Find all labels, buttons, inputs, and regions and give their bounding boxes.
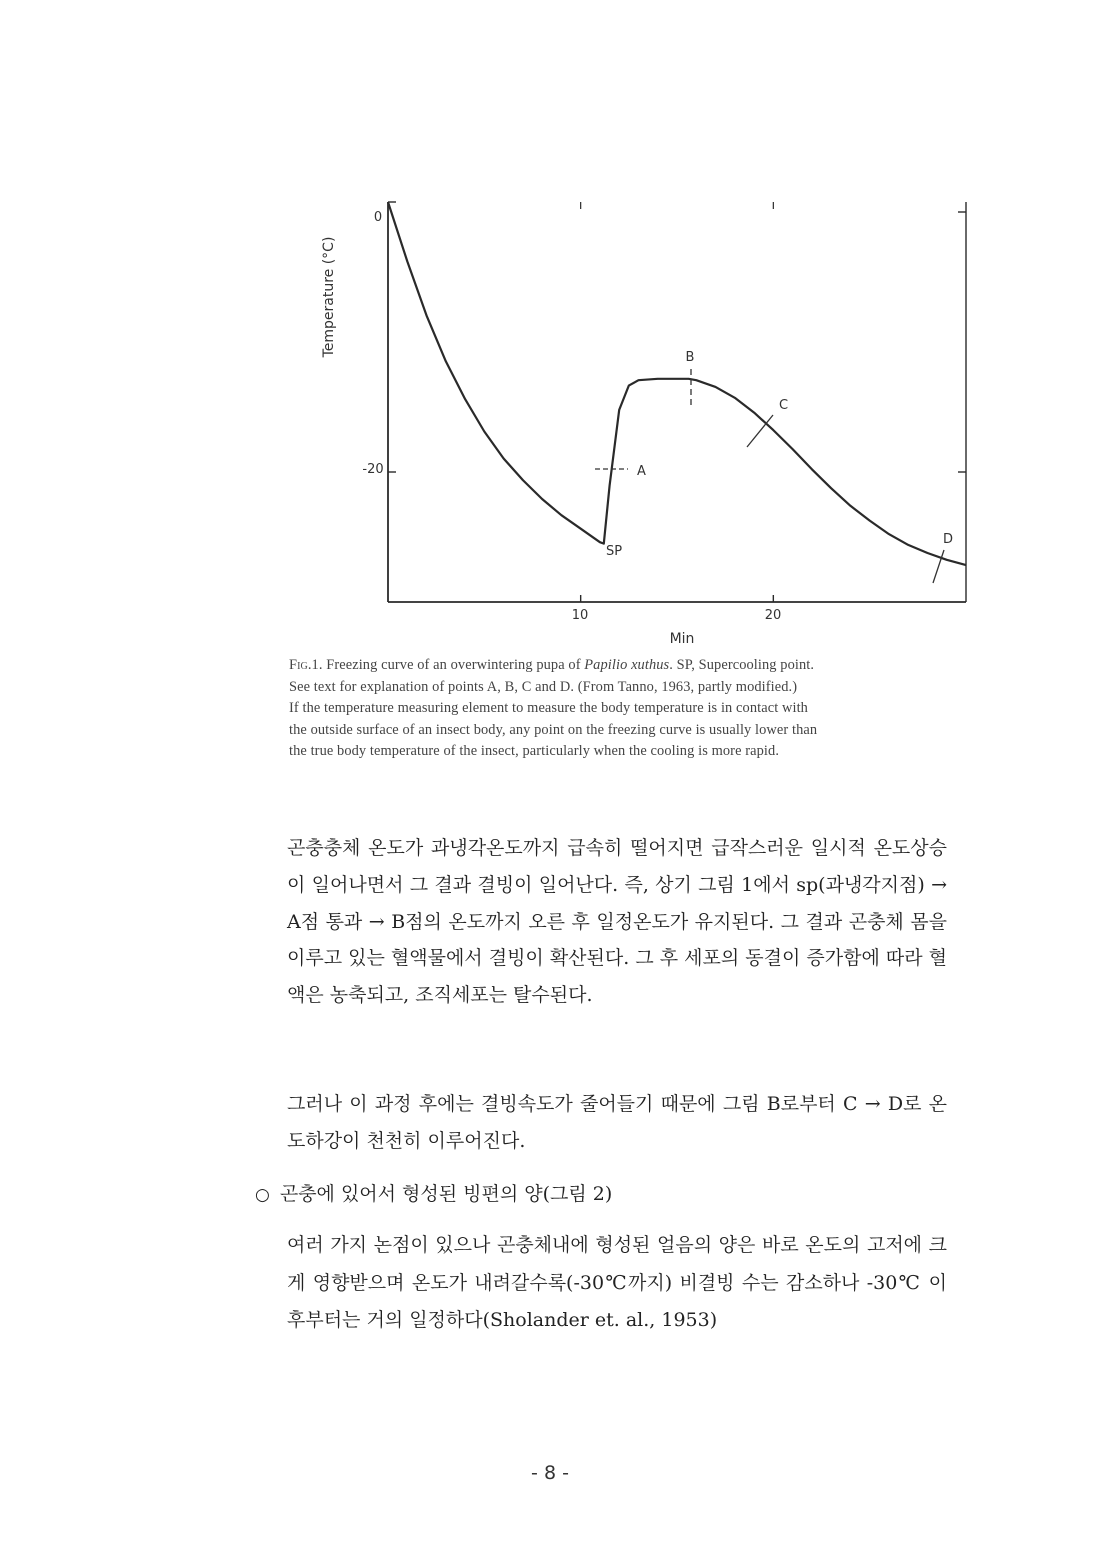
page-number: - 8 - xyxy=(531,1462,569,1484)
point-A-marker xyxy=(595,464,646,479)
x-tick-label-20: 20 xyxy=(764,608,782,623)
bullet-heading xyxy=(255,1176,612,1214)
figure-caption-line3: If the temperature measuring element to measure the body temperature is in contact with xyxy=(289,700,808,716)
x-tick-label-10: 10 xyxy=(571,608,589,623)
figure-caption-line2: See text for explanation of points A, B, C and D. (From Tanno, 1963, partly modified.) xyxy=(289,678,798,695)
figure-caption-species: Papilio xuthus xyxy=(584,657,670,673)
freezing-curve-line xyxy=(388,202,966,565)
point-B-label: B xyxy=(685,350,695,365)
body-paragraph-1: 곤충충체 온도가 과냉각온도까지 급속히 떨어지면 급작스러운 일시적 온도상승이 일어나면서 그 결과 결빙이 일어난다. 즉, 상기 그림 1에서 sp(과냉각지점) → A점 통과 → B점의 온도까지 오른 후 일정온도가 유지된다. 그 결과 곤충체 몸을 이루고 있는 혈액물에서 결빙이 확산된다. 그 후 세포의 동결이 증가함에 따라 혈액은 농축되고, 조직세포는 탈수된다. xyxy=(287,837,947,1007)
y-tick-label-minus20: -20 xyxy=(362,462,384,477)
figure-caption-line4: the outside surface of an insect body, any point on the freezing curve is usually lower than xyxy=(289,721,818,738)
x-axis-label: Min xyxy=(669,631,695,647)
point-D-label: D xyxy=(942,532,954,547)
y-tick-label-0: 0 xyxy=(373,210,383,225)
figure-caption-line1-b: . SP, Supercooling point. xyxy=(669,657,815,673)
body-paragraph-3: 여러 가지 논점이 있으나 곤충체내에 형성된 얼음의 양은 바로 온도의 고저에 크게 영향받으며 온도가 내려갈수록(-30℃까지) 비결빙 수는 감소하나 -30℃ 이후부터는 거의 일정하다(Sholander et. al., 1953) xyxy=(287,1234,947,1331)
bullet-heading-text: 곤충에 있어서 형성된 빙편의 양(그림 2) xyxy=(279,1183,613,1205)
body-paragraph-2: 그러나 이 과정 후에는 결빙속도가 줄어들기 때문에 그림 B로부터 C → D로 온도하강이 천천히 이루어진다. xyxy=(287,1093,947,1152)
y-axis-label: Temperature (°C) xyxy=(321,236,337,358)
circle-bullet-icon: ○ xyxy=(255,1185,270,1205)
figure-caption-line5: the true body temperature of the insect, particularly when the cooling is more rapid. xyxy=(289,743,780,759)
plot-axes xyxy=(388,202,966,602)
figure-caption-line1-a: Freezing curve of an overwintering pupa of xyxy=(326,657,585,673)
figure-caption xyxy=(289,655,1019,763)
point-C-label: C xyxy=(779,398,789,413)
figure-caption-label: Fig.1. xyxy=(289,657,323,673)
point-A-label: A xyxy=(637,464,646,479)
freezing-curve-figure xyxy=(310,185,1010,655)
point-SP-label: SP xyxy=(605,544,623,559)
